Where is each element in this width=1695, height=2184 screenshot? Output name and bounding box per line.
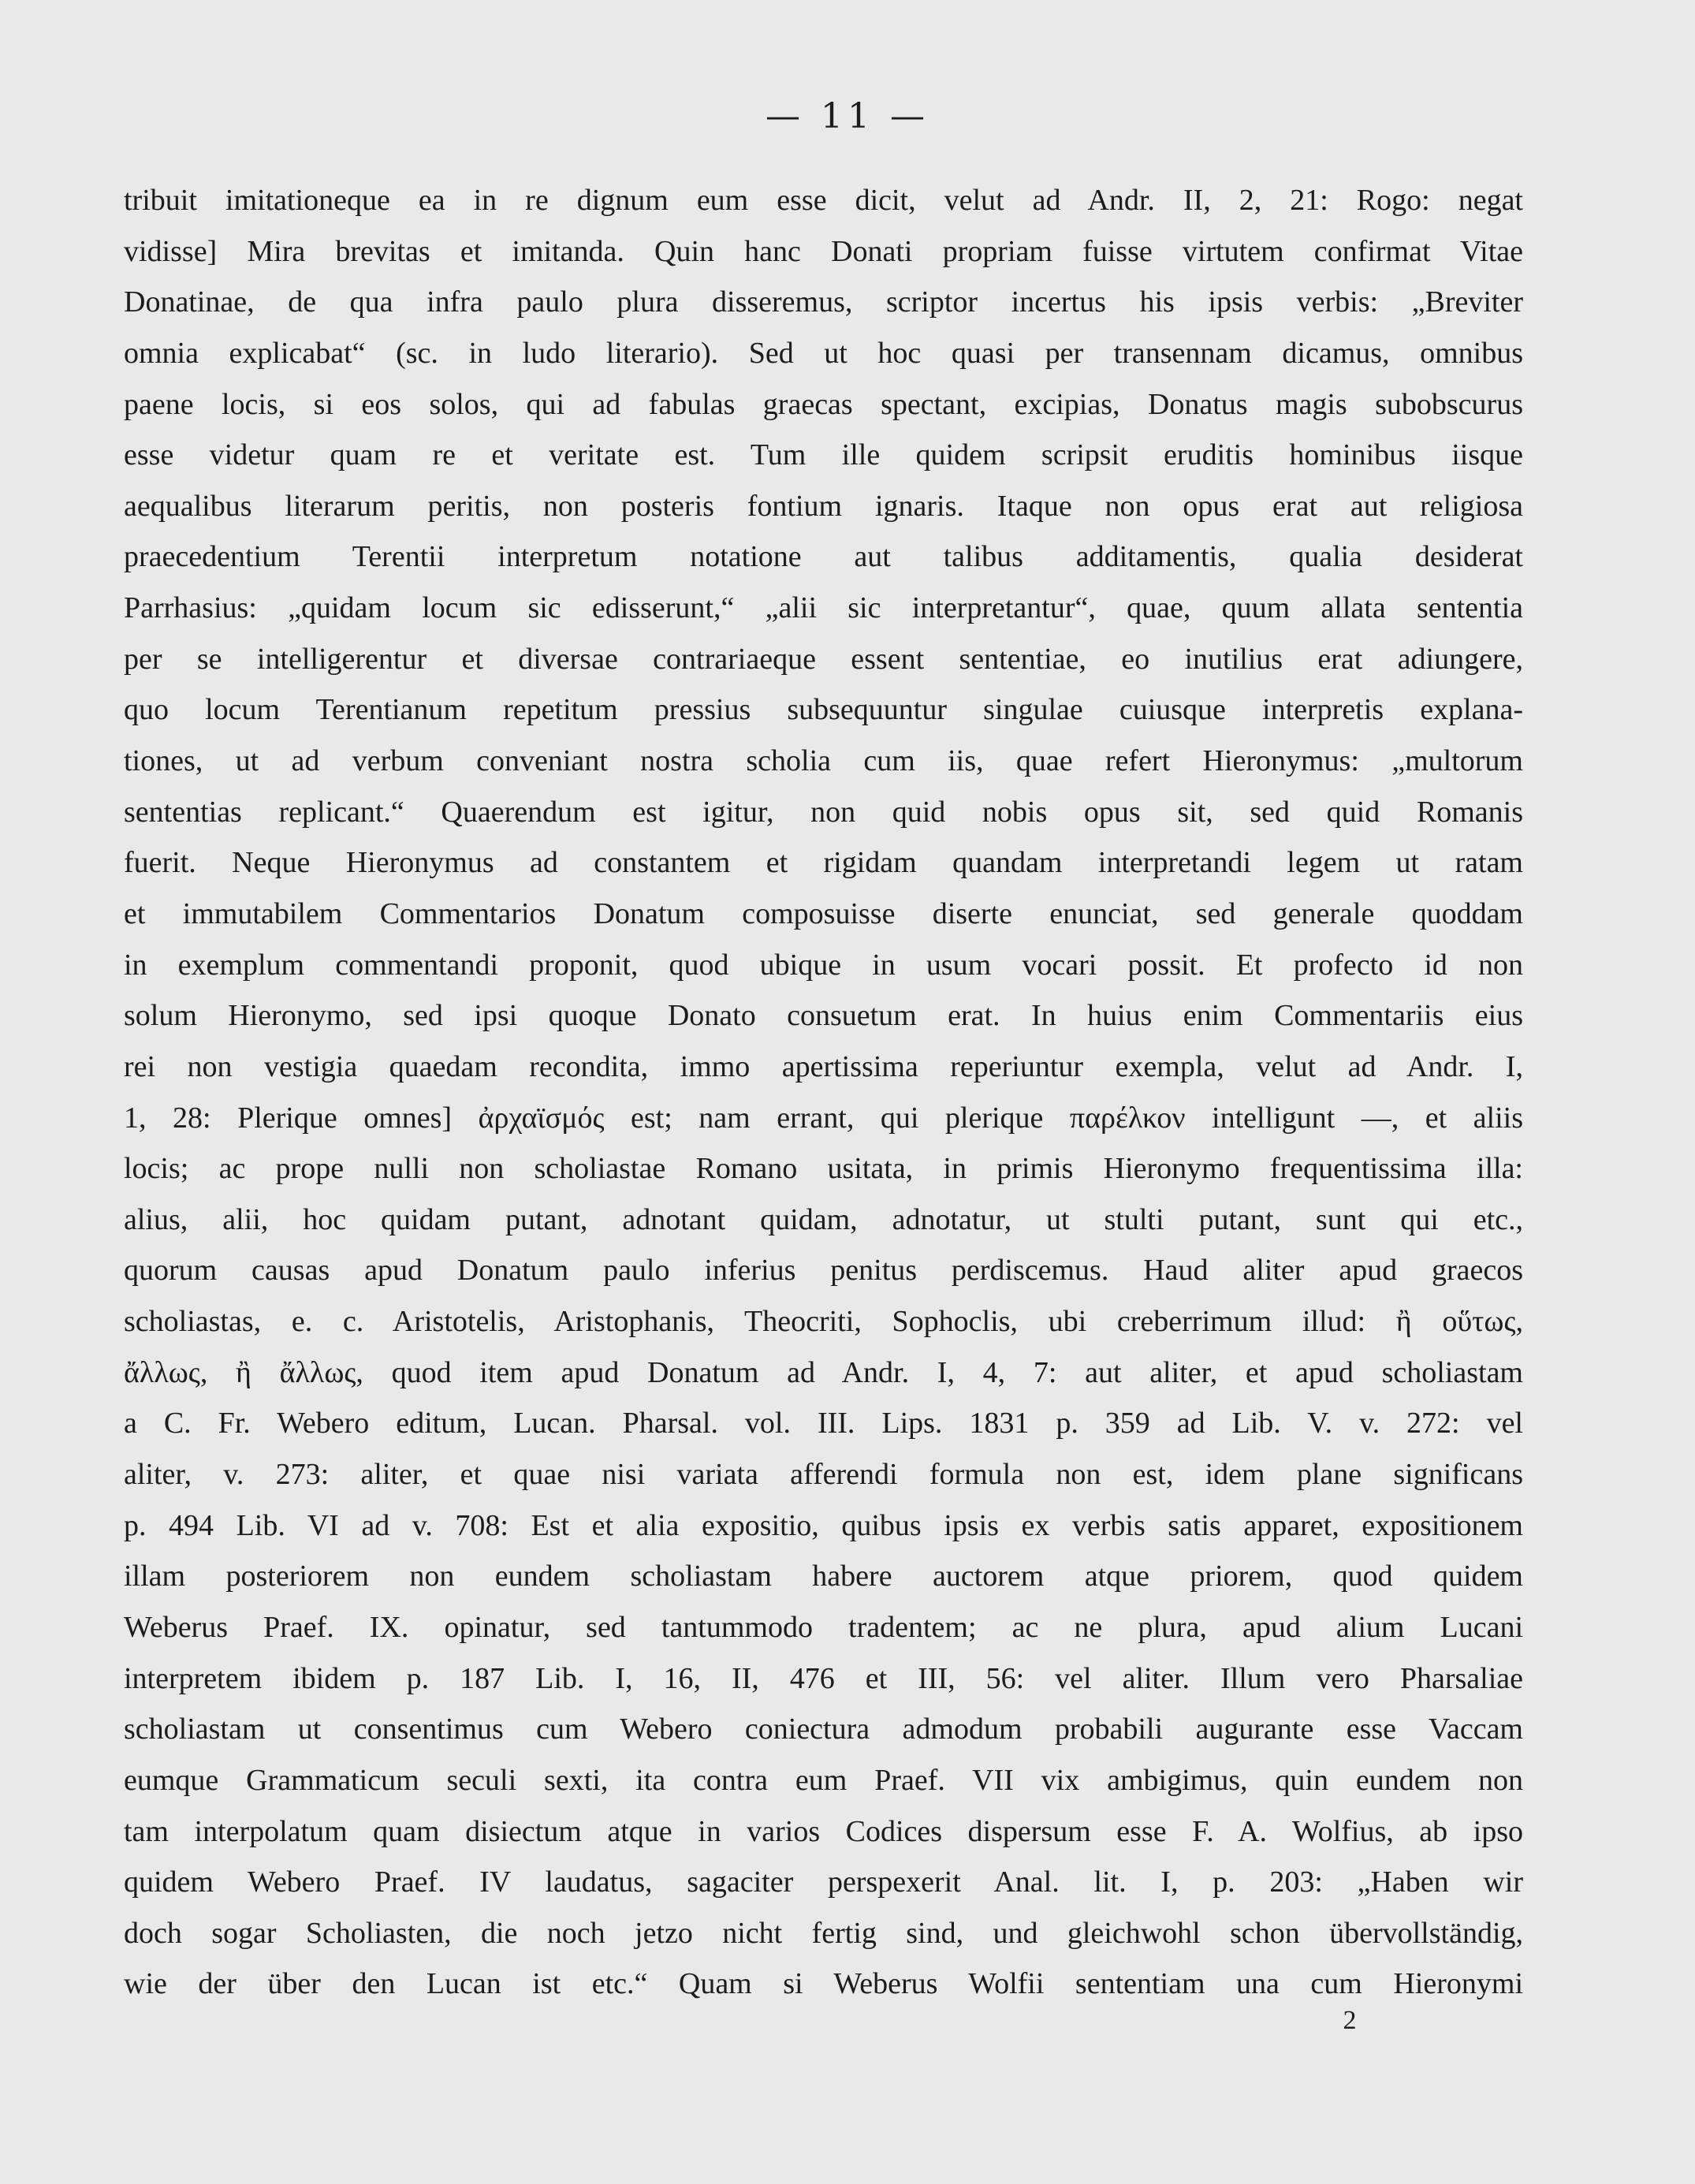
text-line: wie der über den Lucan ist etc.“ Quam si Weberus Wolfii sententiam una cum Hieronymi (124, 1967, 1523, 2001)
text-line: solum Hieronymo, sed ipsi quoque Donato consuetum erat. In huius enim Commentariis eius (124, 999, 1523, 1033)
text-line: p. 494 Lib. VI ad v. 708: Est et alia expositio, quibus ipsis ex verbis satis apparet, expositionem (124, 1508, 1523, 1542)
text-line: tiones, ut ad verbum conveniant nostra scholia cum iis, quae refert Hieronymus: „multorum (124, 744, 1523, 778)
text-line: scholiastam ut consentimus cum Webero coniectura admodum probabili augurante esse Vaccam (124, 1713, 1523, 1746)
text-line: per se intelligerentur et diversae contrariaeque essent sententiae, eo inutilius erat adiungere, (124, 642, 1523, 676)
text-line: interpretem ibidem p. 187 Lib. I, 16, II, 476 et III, 56: vel aliter. Illum vero Pharsaliae (124, 1661, 1523, 1695)
text-line: quo locum Terentianum repetitum pressius subsequuntur singulae cuiusque interpretis explana- (124, 693, 1523, 727)
text-line: Weberus Praef. IX. opinatur, sed tantummodo tradentem; ac ne plura, apud alium Lucani (124, 1610, 1523, 1644)
text-line: scholiastas, e. c. Aristotelis, Aristophanis, Theocriti, Sophoclis, ubi creberrimum illud: ἢ οὕτως, (124, 1305, 1523, 1339)
text-line: praecedentium Terentii interpretum notatione aut talibus additamentis, qualia desiderat (124, 540, 1523, 574)
text-line: fuerit. Neque Hieronymus ad constantem et rigidam quandam interpretandi legem ut ratam (124, 846, 1523, 880)
text-line: 1, 28: Plerique omnes] ἀρχαϊσμός est; nam errant, qui plerique παρέλκον intelligunt —, et aliis (124, 1101, 1523, 1135)
text-line: Parrhasius: „quidam locum sic edisserunt,“ „alii sic interpretantur“, quae, quum allata sententia (124, 591, 1523, 625)
text-line: quorum causas apud Donatum paulo inferius penitus perdiscemus. Haud aliter apud graecos (124, 1254, 1523, 1288)
text-line: ἄλλως, ἢ ἄλλως, quod item apud Donatum ad Andr. I, 4, 7: aut aliter, et apud scholiastam (124, 1355, 1523, 1389)
text-line: illam posteriorem non eundem scholiastam habere auctorem atque priorem, quod quidem (124, 1560, 1523, 1593)
text-line: locis; ac prope nulli non scholiastae Romano usitata, in primis Hieronymo frequentissima illa: (124, 1152, 1523, 1186)
text-line: in exemplum commentandi proponit, quod ubique in usum vocari possit. Et profecto id non (124, 948, 1523, 982)
text-line: a C. Fr. Webero editum, Lucan. Pharsal. vol. III. Lips. 1831 p. 359 ad Lib. V. v. 272: vel (124, 1407, 1523, 1440)
text-line: esse videtur quam re et veritate est. Tum ille quidem scripsit eruditis hominibus iisque (124, 438, 1523, 472)
text-line: vidisse] Mira brevitas et imitanda. Quin hanc Donati propriam fuisse virtutem confirmat Vitae (124, 234, 1523, 268)
text-line: eumque Grammaticum seculi sexti, ita contra eum Praef. VII vix ambigimus, quin eundem non (124, 1763, 1523, 1797)
text-line: sententias replicant.“ Quaerendum est igitur, non quid nobis opus sit, sed quid Romanis (124, 795, 1523, 829)
text-line: Donatinae, de qua infra paulo plura disseremus, scriptor incertus his ipsis verbis: „Breviter (124, 285, 1523, 319)
text-line: doch sogar Scholiasten, die noch jetzo nicht fertig sind, und gleichwohl schon übervollständig, (124, 1916, 1523, 1950)
text-line: paene locis, si eos solos, qui ad fabulas graecas spectant, excipias, Donatus magis subobscurus (124, 387, 1523, 421)
page-number: — 11 — (766, 96, 929, 136)
text-line: tam interpolatum quam disiectum atque in varios Codices dispersum esse F. A. Wolfius, ab ipso (124, 1814, 1523, 1848)
text-line: alius, alii, hoc quidam putant, adnotant quidam, adnotatur, ut stulti putant, sunt qui etc., (124, 1202, 1523, 1236)
text-line: rei non vestigia quaedam recondita, immo apertissima reperiuntur exempla, velut ad Andr. I, (124, 1049, 1523, 1083)
text-line: tribuit imitationeque ea in re dignum eum esse dicit, velut ad Andr. II, 2, 21: Rogo: negat (124, 184, 1523, 217)
text-line: aequalibus literarum peritis, non posteris fontium ignaris. Itaque non opus erat aut religiosa (124, 489, 1523, 523)
body-text (124, 175, 1523, 2010)
text-line: quidem Webero Praef. IV laudatus, sagaciter perspexerit Anal. lit. I, p. 203: „Haben wir (124, 1865, 1523, 1899)
signature-mark: 2 (1343, 2006, 1357, 2035)
text-line: aliter, v. 273: aliter, et quae nisi variata afferendi formula non est, idem plane significans (124, 1458, 1523, 1492)
text-line: omnia explicabat“ (sc. in ludo literario). Sed ut hoc quasi per transennam dicamus, omnibus (124, 336, 1523, 370)
text-line: et immutabilem Commentarios Donatum composuisse diserte enunciat, sed generale quoddam (124, 896, 1523, 930)
